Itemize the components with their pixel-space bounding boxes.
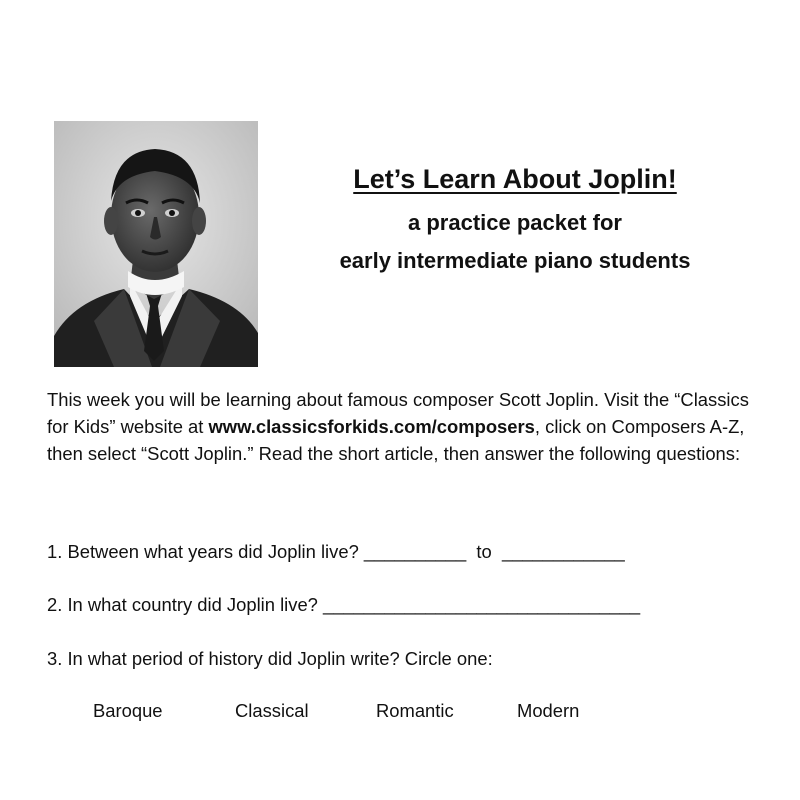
intro-text-1: This week you will be learning about famous composer Scott Joplin. Visit the “Classics for Kids” website at xyxy=(47,389,749,437)
question-2: 2. In what country did Joplin live? _______________________________ xyxy=(47,594,641,615)
classics-for-kids-url: www.classicsforkids.com/composers xyxy=(208,416,535,437)
composer-portrait xyxy=(54,121,258,367)
period-options xyxy=(0,698,800,728)
subtitle-line-2: early intermediate piano students xyxy=(339,248,691,273)
option-baroque: Baroque xyxy=(93,700,163,721)
option-modern: Modern xyxy=(517,700,580,721)
intro-paragraph xyxy=(47,386,767,467)
question-1: 1. Between what years did Joplin live? __________ to ____________ xyxy=(47,541,625,562)
page-title: Let’s Learn About Joplin! xyxy=(353,164,677,194)
option-classical: Classical xyxy=(235,700,309,721)
question-3: 3. In what period of history did Joplin write? Circle one: xyxy=(47,648,493,669)
subtitle-line-1: a practice packet for xyxy=(408,210,622,235)
intro-text-2: , click on Composers A-Z, then select “Scott Joplin.” Read the short article, then answer the following questions: xyxy=(47,416,745,464)
page-subtitle xyxy=(290,204,740,280)
packet-header xyxy=(290,160,740,280)
option-romantic: Romantic xyxy=(376,700,454,721)
